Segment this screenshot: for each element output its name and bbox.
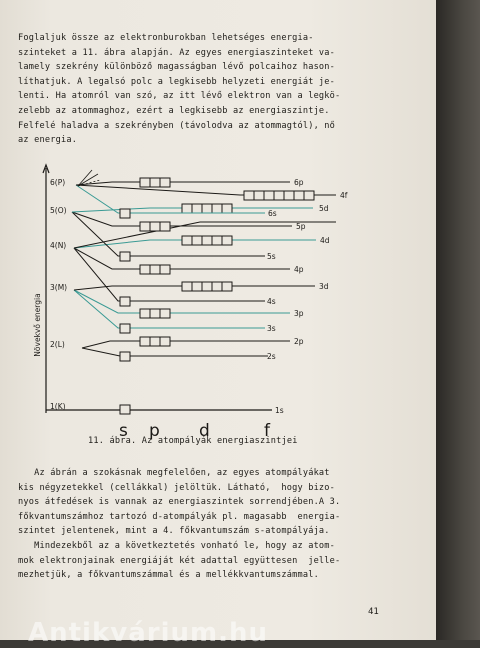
shell-4-lines [74,222,336,306]
page-number: 41 [368,607,379,617]
watermark: Antikvárium.hu [28,618,268,648]
orbital-label-4s: 4s [267,297,276,306]
column-label-s: s [119,421,128,441]
orbital-label-4d: 4d [320,236,330,245]
orbital-label-4f: 4f [340,191,348,200]
shell-label-l: 2(L) [50,340,65,349]
shell-label-n: 4(N) [50,241,67,250]
y-axis-title: Növekvő energia [33,293,42,357]
orbital-label-4p: 4p [294,265,304,274]
column-label-f: f [264,421,270,441]
column-label-d: d [199,421,210,441]
orbital-label-5s: 5s [267,252,276,261]
text-line: líthatjuk. A legalsó polc a legkisebb helyzeti energiát je- [18,76,336,87]
text-line: zelebb az atommaghoz, ezért a legkisebb az energiaszintje. [18,105,330,116]
text-line: szintet jelentenek, mint a 4. főkvantumszám s-atompályája. [18,526,330,537]
orbital-label-3p: 3p [294,309,304,318]
energy-level-diagram [0,160,436,460]
shell-label-k: 1(K) [50,402,66,411]
orbital-label-3s: 3s [267,324,276,333]
text-line: az energia. [18,135,78,146]
shell-1-lines [120,405,130,414]
diagram-svg [0,160,436,460]
orbital-label-2s: 2s [267,352,276,361]
explanation-paragraph [18,466,390,583]
text-line: Mindezekből az a következtetés vonható le, hogy az atom- [18,540,336,551]
shell-2-lines [82,337,290,361]
shell-label-p: 6(P) [50,178,66,187]
shell-3-lines [74,282,315,333]
text-line: főkvantumszámhoz tartozó d-atompályák pl. magasabb energia- [18,511,341,522]
column-label-p: p [149,421,160,441]
orbital-label-6s: 6s [268,209,277,218]
text-line: Foglaljuk össze az elektronburokban lehetséges energia- [18,33,314,43]
orbital-label-1s: 1s [275,406,284,415]
shell-label-m: 3(M) [50,283,68,292]
shell-label-o: 5(O) [50,206,67,215]
text-line: szinteket a 11. ábra alapján. Az egyes energiaszinteket va- [18,47,336,58]
text-line: nyos átfedések is vannak az energiaszintek sorrendjében.A 3. [18,497,341,508]
intro-paragraph [18,31,390,148]
text-line: Felfelé haladva a szekrényben (távolodva az atommagtól), nő [18,120,336,131]
orbital-label-3d: 3d [319,282,329,291]
text-line: Az ábrán a szokásnak megfelelően, az egyes atompályákat [18,468,330,478]
text-line: mok elektronjainak energiáját két adattal együttesen jelle- [18,555,341,566]
text-line: lenti. Ha atomról van szó, az itt lévő elektron van a legkö- [18,91,341,102]
book-spine-shadow [436,0,480,640]
text-line: lamely szekrény különböző magasságban lévő polcaihoz hason- [18,62,336,73]
orbital-label-5p: 5p [296,222,306,231]
orbital-label-6p: 6p [294,178,304,187]
orbital-label-5d: 5d [319,204,329,213]
orbital-label-2p: 2p [294,337,304,346]
figure-caption: 11. ábra. Az atompályák energiaszintjei [88,436,298,446]
text-line: kis négyzetekkel (cellákkal) jelöltük. Látható, hogy bizo- [18,482,336,493]
text-line: mezhetjük, a főkvantumszámmal és a mellékkvantumszámmal. [18,570,319,581]
